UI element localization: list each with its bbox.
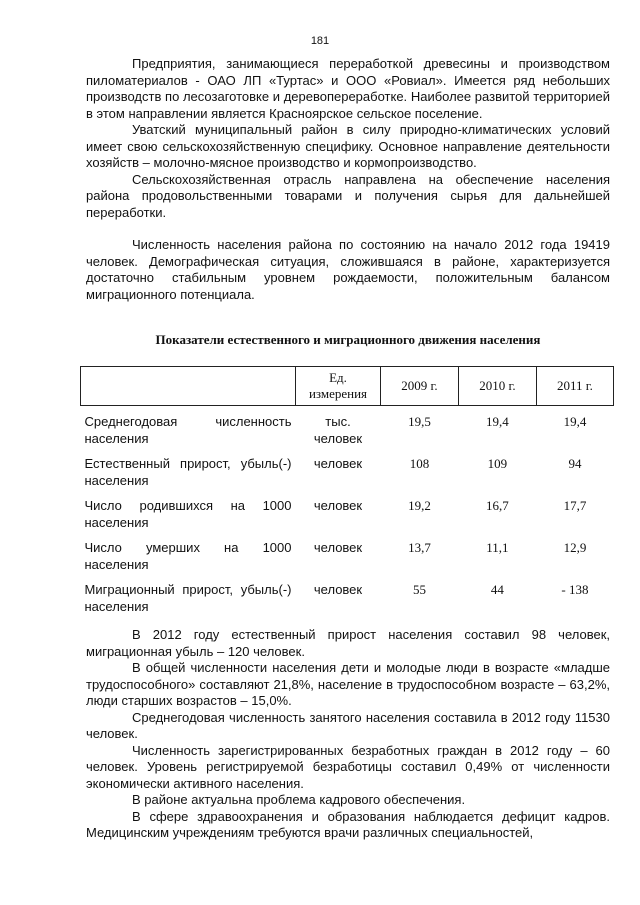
value-2011: 19,4 — [563, 414, 587, 429]
value-2010: 44 — [490, 582, 504, 597]
closing-section — [86, 627, 610, 842]
row-label: Среднегодовая численность населения — [84, 414, 292, 446]
paragraph-natural-growth: В 2012 году естественный прирост населения составил 98 человек, миграционная убыль – 120 человек. — [86, 627, 610, 659]
value-2011: 12,9 — [563, 540, 587, 555]
table-row — [81, 582, 614, 624]
row-unit: человек — [313, 456, 363, 471]
value-2009: 19,2 — [408, 498, 431, 513]
row-label: Миграционный прирост, убыль(-) населения — [84, 582, 292, 614]
table-row — [81, 498, 614, 540]
table-title: Показатели естественного и миграционного движения населения — [155, 332, 541, 347]
header-2009: 2009 г. — [381, 367, 459, 406]
value-2009: 13,7 — [408, 540, 431, 555]
value-2011: - 138 — [561, 582, 589, 597]
table-row — [81, 456, 614, 498]
header-unit: Ед. измерения — [296, 367, 381, 406]
paragraph-age-structure: В общей численности населения дети и молодые люди в возрасте «младше трудоспособного» составляют 21,8%, население в трудоспособном возрасте – 63,2%, люди старших возрастов – 15,0%. — [86, 660, 610, 708]
paragraph-health-education: В сфере здравоохранения и образования наблюдается дефицит кадров. Медицинским учреждениям требуются врачи различных специальностей, — [86, 808, 610, 840]
paragraph-unemployment: Численность зарегистрированных безработных граждан в 2012 году – 60 человек. Уровень регистрируемой безработицы составил 0,49% от численности экономически активного населения. — [86, 742, 610, 791]
header-2010: 2010 г. — [458, 367, 536, 406]
paragraph-wood-processing: Предприятия, занимающиеся переработкой древесины и производством пиломатериалов - ОАО ЛП «Туртас» и ООО «Ровиал». Имеется ряд небольших производств по лесозаготовке и деревопереработке. Наиболее развитой территорией в этом направлении является Красноярское сельское поселение. — [86, 56, 610, 121]
value-2010: 19,4 — [486, 414, 509, 429]
table-row — [81, 540, 614, 582]
value-2009: 55 — [412, 582, 426, 597]
row-unit: человек — [313, 498, 363, 513]
table-row — [81, 414, 614, 456]
value-2011: 17,7 — [563, 498, 587, 513]
value-2011: 94 — [568, 456, 582, 471]
row-label: Естественный прирост, убыль(-) населения — [84, 456, 292, 488]
population-table — [80, 366, 614, 624]
page-number: 181 — [310, 35, 330, 47]
value-2010: 16,7 — [486, 498, 509, 513]
header-indicator — [81, 367, 296, 406]
paragraph-staffing: В районе актуальна проблема кадрового обеспечения. — [132, 792, 466, 807]
row-unit: человек — [313, 540, 363, 555]
row-label: Число родившихся на 1000 населения — [84, 498, 292, 530]
intro-section — [86, 56, 610, 303]
value-2010: 11,1 — [486, 540, 509, 555]
paragraph-population: Численность населения района по состоянию на начало 2012 года 19419 человек. Демографическая ситуация, сложившаяся в районе, характеризуется достаточно стабильным уровнем рождаемости, положительным балансом миграционного потенциала. — [86, 237, 610, 302]
value-2010: 109 — [487, 456, 508, 471]
paragraph-agriculture-sector: Сельскохозяйственная отрасль направлена на обеспечение населения района продовольственными товарами и получения сырья для дальнейшей переработки. — [86, 171, 610, 220]
row-unit: тыс. человек — [313, 414, 363, 446]
paragraph-agriculture-specifics: Уватский муниципальный район в силу природно-климатических условий имеет свою сельскохозяйственную специфику. Основное направление деятельности хозяйств – молочно-мясное производство и кормопроизводство. — [86, 122, 610, 170]
value-2009: 19,5 — [408, 414, 431, 429]
table-header-row — [81, 367, 614, 406]
header-2011: 2011 г. — [536, 367, 613, 406]
row-label: Число умерших на 1000 населения — [84, 540, 292, 572]
value-2009: 108 — [409, 456, 430, 471]
row-unit: человек — [313, 582, 363, 597]
paragraph-employment: Среднегодовая численность занятого населения составила в 2012 году 11530 человек. — [86, 709, 610, 741]
